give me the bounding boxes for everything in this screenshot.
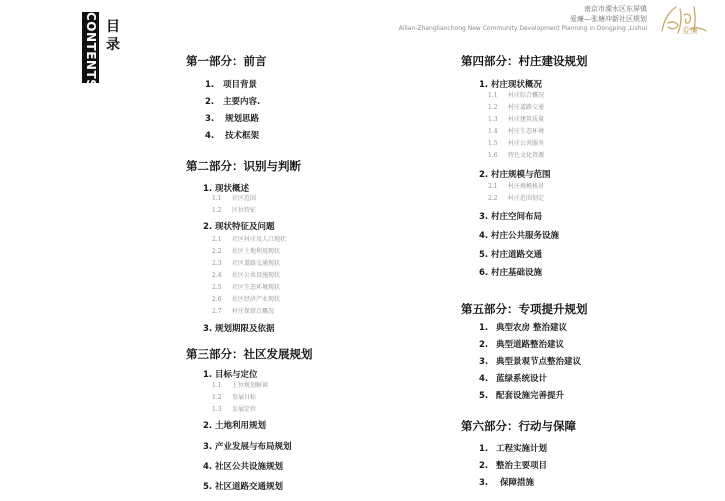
section-3 xyxy=(186,346,313,362)
header-title-line2: 爱廉—张塘冲新社区规划 xyxy=(570,15,647,23)
mulu-char-2: 录 xyxy=(106,37,120,53)
toc-subitem[interactable]: 1.3 村庄建筑质量 xyxy=(488,116,545,123)
toc-item[interactable]: 2. 整治主要项目 xyxy=(479,461,548,471)
section-1 xyxy=(186,53,267,69)
toc-subitem[interactable]: 1.2 发展目标 xyxy=(212,394,257,401)
section-title: 第三部分：社区发展规划 xyxy=(186,347,313,361)
toc-subitem[interactable]: 1.3 发展定位 xyxy=(212,406,257,413)
section-2 xyxy=(186,158,301,174)
toc-item[interactable]: 1. 现状概述 xyxy=(203,184,250,194)
toc-item[interactable]: 4. 村庄公共服务设施 xyxy=(479,231,560,241)
toc-item[interactable]: 2. 典型道路整治建议 xyxy=(479,340,565,350)
toc-subitem[interactable]: 1.6 特色文化资源 xyxy=(488,152,545,159)
toc-subitem[interactable]: 2.2 社区土地利用现状 xyxy=(212,248,281,255)
mulu-char-1: 目 xyxy=(106,19,120,35)
toc-subitem[interactable]: 2.4 社区公共设施现状 xyxy=(212,272,281,279)
toc-item[interactable]: 5. 配套设施完善提升 xyxy=(479,391,565,401)
toc-item[interactable]: 3. 村庄空间布局 xyxy=(479,212,543,222)
toc-subitem[interactable]: 1.2 村庄道路交通 xyxy=(488,104,545,111)
toc-subitem[interactable]: 1.1 上位规划解读 xyxy=(212,382,269,389)
toc-item[interactable]: 1. 村庄现状概况 xyxy=(479,80,543,90)
toc-item[interactable]: 1. 典型农房 整治建议 xyxy=(479,323,567,333)
toc-subitem[interactable]: 1.2 区位特征 xyxy=(212,207,257,214)
toc-item[interactable]: 3. 产业发展与布局规划 xyxy=(203,442,292,452)
header-title-english: Ailian-Zhanglianchong New Community Development Planning in Dongping ,Lishui xyxy=(398,25,647,32)
section-title: 第五部分：专项提升规划 xyxy=(461,302,588,316)
toc-item[interactable]: 2. 主要内容. xyxy=(205,97,261,107)
toc-item[interactable]: 3. 典型景观节点整治建议 xyxy=(479,357,582,367)
section-5 xyxy=(461,301,588,317)
toc-subitem[interactable]: 2.2 村庄范围划定 xyxy=(488,195,545,202)
toc-subitem[interactable]: 2.1 社区村庄及人口现状 xyxy=(212,236,287,243)
toc-item[interactable]: 5. 村庄道路交通 xyxy=(479,250,543,260)
toc-subitem[interactable]: 1.1 村庄综合概况 xyxy=(488,92,545,99)
toc-item[interactable]: 2. 现状特征及问题 xyxy=(203,222,275,232)
toc-item[interactable]: 3. 规划思路 xyxy=(205,114,260,124)
toc-subitem[interactable]: 2.3 社区道路交通现状 xyxy=(212,260,281,267)
toc-item[interactable]: 1. 项目背景 xyxy=(205,80,258,90)
header-title-line1: 南京市溧水区东屏镇 xyxy=(584,5,647,13)
toc-subitem[interactable]: 1.4 村庄生态环境 xyxy=(488,128,545,135)
section-title: 第四部分：村庄建设规划 xyxy=(461,54,588,68)
toc-item[interactable]: 3. 规划期限及依据 xyxy=(203,324,275,334)
toc-item[interactable]: 2. 土地利用规划 xyxy=(203,421,267,431)
section-title: 第一部分：前言 xyxy=(186,54,267,68)
logo-wordmark: 爱廉 xyxy=(682,26,698,35)
toc-item[interactable]: 1. 目标与定位 xyxy=(203,370,258,380)
toc-item[interactable]: 6. 村庄基础设施 xyxy=(479,268,543,278)
toc-subitem[interactable]: 2.5 社区生态环境现状 xyxy=(212,284,281,291)
toc-item[interactable]: 1. 工程实施计划 xyxy=(479,444,548,454)
toc-item[interactable]: 5. 社区道路交通规划 xyxy=(203,482,284,492)
toc-item[interactable]: 4. 技术框架 xyxy=(205,131,260,141)
section-4 xyxy=(461,53,588,69)
toc-item[interactable]: 2. 村庄规模与范围 xyxy=(479,170,551,180)
toc-subitem[interactable]: 1.1 社区范围 xyxy=(212,195,257,202)
toc-item[interactable]: 4. 蓝绿系统设计 xyxy=(479,374,548,384)
contents-label: CONTENTS xyxy=(84,12,98,89)
section-title: 第六部分：行动与保障 xyxy=(461,419,576,433)
mulu-title xyxy=(106,18,124,54)
toc-subitem[interactable]: 1.5 村庄公共服务 xyxy=(488,140,545,147)
contents-bar xyxy=(82,12,99,89)
section-title: 第二部分：识别与判断 xyxy=(186,159,301,173)
toc-subitem[interactable]: 2.7 村庄保留点概况 xyxy=(212,308,275,315)
toc-subitem[interactable]: 2.1 村庄规模核对 xyxy=(488,183,545,190)
toc-subitem[interactable]: 2.6 社区经济产业现状 xyxy=(212,296,281,303)
toc-item[interactable]: 3. 保障措施 xyxy=(479,478,535,488)
section-6 xyxy=(461,418,576,434)
toc-item[interactable]: 4. 社区公共设施规划 xyxy=(203,462,284,472)
